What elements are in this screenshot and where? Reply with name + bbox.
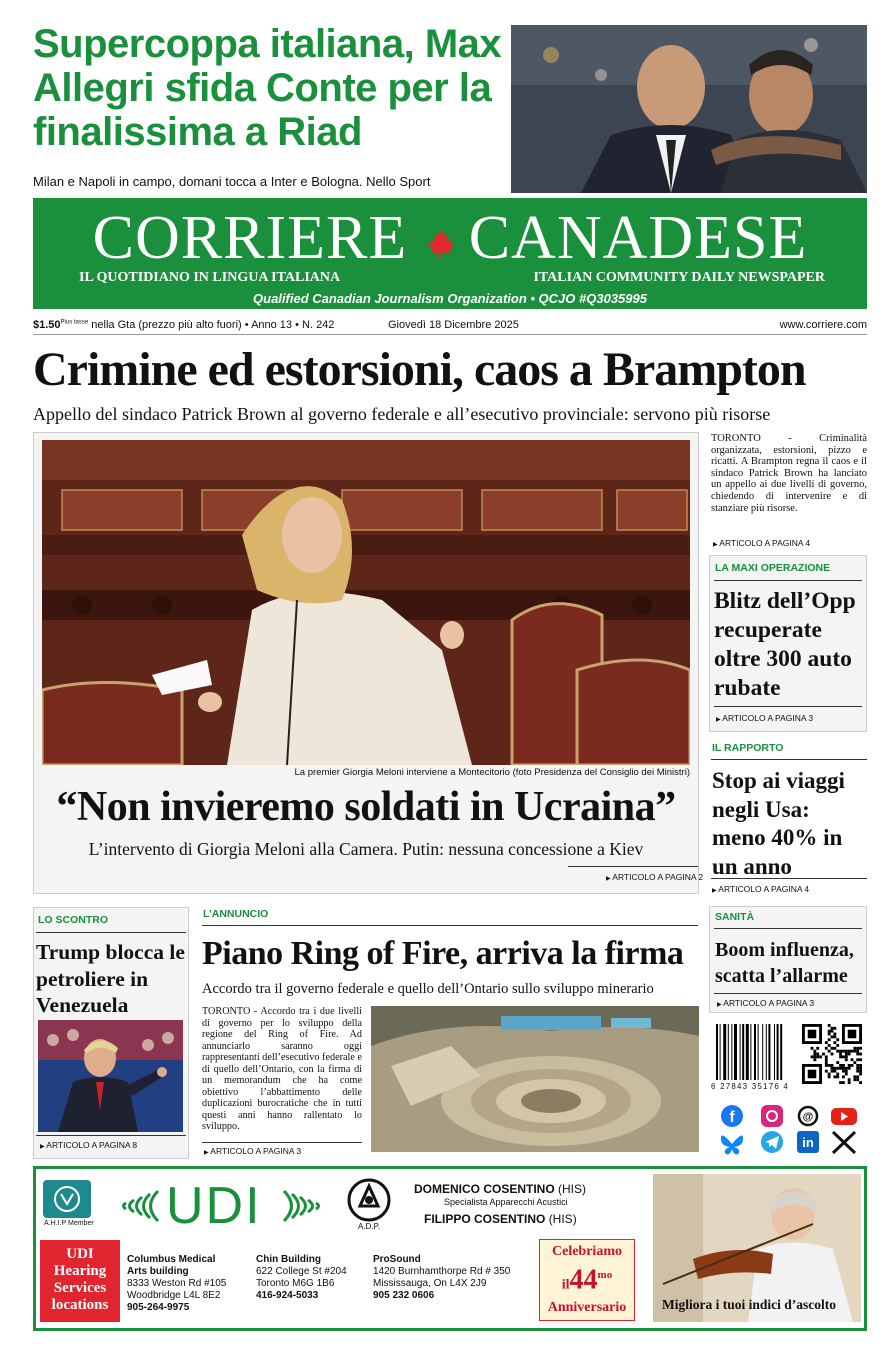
- location-address: 622 College St #204: [256, 1266, 347, 1277]
- locations-label: UDI Hearing Services locations: [40, 1240, 120, 1322]
- anniversary-badge: [539, 1239, 635, 1321]
- anniv-bottom: Anniversario: [547, 1300, 627, 1316]
- sidebar-headline[interactable]: Stop ai viaggi negli Usa: meno 40% in un anno: [712, 768, 845, 879]
- sidebar-headline[interactable]: Blitz dell’Opp recuperate oltre 300 auto rubate: [714, 588, 856, 701]
- youtube-icon[interactable]: [831, 1108, 857, 1125]
- svg-text:f: f: [729, 1109, 735, 1126]
- location-phone: 905 232 0606: [373, 1290, 435, 1301]
- top-headline[interactable]: Supercoppa italiana, Max Allegri sfida Conte per la finalissima a Riad: [33, 22, 502, 154]
- location-phone: 905-264-9975: [127, 1302, 190, 1313]
- sidebar-article-link[interactable]: ▶ ARTICOLO A PAGINA 4: [712, 884, 809, 894]
- name1: DOMENICO COSENTINO: [414, 1182, 555, 1196]
- location-name: ProSound: [373, 1254, 421, 1265]
- masthead-title[interactable]: [33, 206, 867, 276]
- sound-wave-icon: [103, 1186, 161, 1226]
- lead-article-link[interactable]: ▶ ARTICOLO A PAGINA 4: [713, 538, 810, 548]
- annuncio-kicker: L’ANNUNCIO: [203, 908, 269, 920]
- tagline-italian: IL QUOTIDIANO IN LINGUA ITALIANA: [79, 270, 341, 285]
- ad-name-filippo: [424, 1212, 577, 1226]
- location-phone: 416-924-5033: [256, 1290, 319, 1301]
- anniv-top: Celebriamo: [552, 1244, 622, 1259]
- divider: [36, 1135, 186, 1136]
- divider: [711, 878, 867, 879]
- location-address: 1420 Burnhamthorpe Rd # 350: [373, 1266, 511, 1277]
- location-prosound[interactable]: [373, 1254, 533, 1302]
- tagline-english: ITALIAN COMMUNITY DAILY NEWSPAPER: [533, 270, 825, 285]
- divider: [714, 706, 862, 707]
- location-name-2: Arts building: [127, 1266, 189, 1277]
- location-columbus[interactable]: [127, 1254, 252, 1314]
- meloni-article-link[interactable]: ▶ ARTICOLO A PAGINA 2: [606, 872, 703, 882]
- issue-number: Anno 13 • N. 242: [251, 319, 335, 331]
- linkedin-icon[interactable]: [797, 1131, 819, 1153]
- telegram-icon[interactable]: [761, 1131, 783, 1153]
- anniv-sup: mo: [597, 1269, 613, 1281]
- svg-text:@: @: [802, 1111, 814, 1123]
- annuncio-headline[interactable]: Piano Ring of Fire, arriva la firma: [202, 935, 684, 972]
- price: $1.50: [33, 319, 61, 331]
- anniv-number: 44: [569, 1264, 598, 1296]
- location-name: Chin Building: [256, 1254, 321, 1265]
- location-city: Woodbridge L4L 8E2: [127, 1290, 221, 1301]
- masthead-right-word: CANADESE: [468, 204, 808, 272]
- sidebar-article-link[interactable]: ▶ ARTICOLO A PAGINA 3: [716, 713, 813, 723]
- adp-logo: [346, 1178, 392, 1222]
- barcode-number: 6 27843 35176 4: [711, 1082, 790, 1091]
- masthead: [33, 198, 867, 309]
- lead-body: TORONTO - Criminalità organizzata, estorsioni, pizzo e ricatti. A Brampton regna il caos e il sindaco Patrick Brown ha lanciato un appello ai due livelli di governo, chiedendo di intervenire e di stanziare più risorse.: [711, 433, 867, 514]
- price-area: nella Gta (prezzo più alto fuori) •: [91, 319, 249, 331]
- top-subhead: Milan e Napoli in campo, domani tocca a Inter e Bologna. Nello Sport: [33, 174, 431, 189]
- sound-wave-icon: [281, 1186, 339, 1226]
- scontro-headline[interactable]: Trump blocca le petroliere in Venezuela: [36, 940, 185, 1017]
- qcjo-line: Qualified Canadian Journalism Organization • QCJO #Q3035995: [253, 291, 647, 306]
- name1-suffix: (HIS): [558, 1182, 587, 1196]
- ad-slogan: Migliora i tuoi indici d’ascolto: [662, 1297, 836, 1312]
- udi-logo: UDI: [166, 1177, 262, 1235]
- trump-photo[interactable]: [38, 1020, 183, 1132]
- sidebar-kicker: IL RAPPORTO: [712, 742, 784, 754]
- tax-note: Plus tasse: [60, 319, 89, 326]
- masthead-left-word: CORRIERE: [92, 204, 408, 272]
- ad-role: Specialista Apparecchi Acustici: [444, 1197, 568, 1207]
- meloni-subhead: L’intervento di Giorgia Meloni alla Camera. Putin: nessuna concessione a Kiev: [88, 839, 644, 859]
- name2: FILIPPO COSENTINO: [424, 1212, 546, 1226]
- location-address: 8333 Weston Rd #105: [127, 1278, 227, 1289]
- svg-text:in: in: [802, 1135, 814, 1150]
- bluesky-icon[interactable]: [721, 1136, 743, 1155]
- location-city: Toronto M6G 1B6: [256, 1278, 335, 1289]
- divider: [568, 866, 698, 867]
- divider: [202, 925, 698, 926]
- divider: [714, 993, 862, 994]
- sidebar-kicker: LA MAXI OPERAZIONE: [715, 562, 831, 574]
- location-name: Columbus Medical: [127, 1254, 216, 1265]
- website-link[interactable]: www.corriere.com: [779, 319, 867, 331]
- scontro-kicker: LO SCONTRO: [38, 914, 108, 926]
- threads-icon[interactable]: [799, 1107, 817, 1125]
- meloni-photo[interactable]: [42, 440, 690, 765]
- mine-photo[interactable]: [371, 1006, 699, 1152]
- meloni-headline[interactable]: “Non invieremo soldati in Ucraina”: [56, 784, 676, 830]
- divider: [711, 759, 867, 760]
- maple-leaf-icon: [424, 221, 469, 266]
- divider: [714, 928, 862, 929]
- annuncio-subhead: Accordo tra il governo federale e quello dell’Ontario sullo sviluppo minerario: [202, 981, 654, 997]
- dateline: [33, 319, 867, 335]
- ad-name-domenico: [414, 1182, 586, 1196]
- location-chin[interactable]: [256, 1254, 368, 1302]
- sidebar-kicker: SANITÀ: [715, 911, 755, 923]
- facebook-icon[interactable]: [721, 1105, 743, 1127]
- x-icon[interactable]: [833, 1132, 855, 1153]
- anniv-pre: il: [561, 1277, 570, 1293]
- sidebar-article-link[interactable]: ▶ ARTICOLO A PAGINA 3: [717, 998, 814, 1008]
- social-icons: [716, 1104, 866, 1156]
- issue-date: Giovedì 18 Dicembre 2025: [388, 319, 519, 331]
- meloni-caption: La premier Giorgia Meloni interviene a Montecitorio (foto Presidenza del Consiglio dei Ministri): [294, 767, 690, 778]
- divider: [202, 1142, 362, 1143]
- location-city: Mississauga, On L4X 2J9: [373, 1278, 487, 1289]
- barcode: [716, 1024, 796, 1084]
- annuncio-body: TORONTO - Accordo tra i due livelli di governo per lo sviluppo della regione del Ring of Fire. Ad annunciarlo saranno oggi rappresentanti dell’esecutivo federale e di quello dell’Ontario, con la firma di un memorandum che ha come obiettivo l’abbattimento delle duplicazioni burocratiche che in tutti questi anni hanno rallentato lo sviluppo.: [202, 1006, 362, 1132]
- ahip-logo: [43, 1180, 91, 1218]
- adp-label: A.D.P.: [358, 1222, 381, 1231]
- scontro-article-link[interactable]: ▶ ARTICOLO A PAGINA 8: [40, 1140, 137, 1150]
- sidebar-headline[interactable]: Boom influenza, scatta l’allarme: [715, 939, 854, 987]
- lead-headline[interactable]: Crimine ed estorsioni, caos a Brampton: [33, 343, 806, 396]
- divider: [714, 580, 862, 581]
- instagram-icon[interactable]: [761, 1105, 783, 1127]
- qr-code[interactable]: [802, 1024, 862, 1086]
- divider: [36, 932, 186, 933]
- ahip-label: A.H.I.P Member: [44, 1220, 94, 1227]
- annuncio-article-link[interactable]: ▶ ARTICOLO A PAGINA 3: [204, 1146, 301, 1156]
- allegri-conte-photo[interactable]: [511, 25, 867, 193]
- lead-subhead: Appello del sindaco Patrick Brown al governo federale e all’esecutivo provinciale: servono più risorse: [33, 404, 771, 424]
- name2-suffix: (HIS): [548, 1212, 577, 1226]
